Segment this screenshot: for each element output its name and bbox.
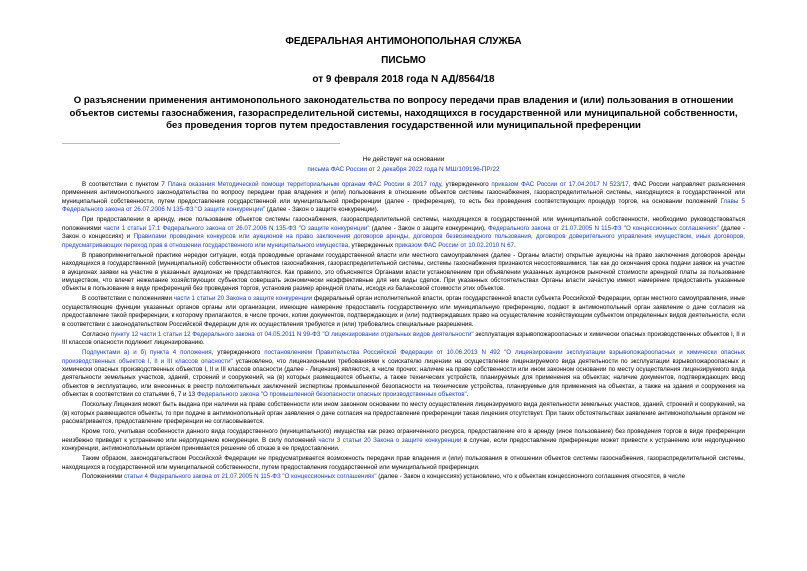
- paragraph-text: В соответствии с пунктом 7: [82, 181, 168, 188]
- document-link[interactable]: Подпунктами а) и б) пункта 4 положения: [82, 349, 212, 357]
- body-paragraph: [62, 428, 745, 453]
- document-link[interactable]: части 1 статьи 17.1 Федерального закона от 26.07.2006 N 135-ФЗ "О защите конкуренции": [103, 224, 370, 232]
- body-paragraph: [62, 473, 745, 481]
- paragraph-text: , утвержденного: [441, 181, 492, 188]
- paragraph-text: (далее - Закон о концессиях) и: [62, 224, 745, 241]
- document-link[interactable]: Плана оказания Методической помощи территориальным органам ФАС России в 2017 году: [167, 181, 442, 188]
- document-type: ПИСЬМО: [381, 55, 426, 66]
- paragraph-text: В соответствии с положениями: [82, 295, 174, 303]
- body-paragraph: [62, 455, 745, 472]
- body-paragraph: [62, 401, 745, 426]
- document-subject: О разъяснении применения антимонопольного законодательства по вопросу передачи прав владения и (или) пользования в отношении объектов системы газоснабжения, газораспределительной системы, находящихся в государственной или муниципальной собственности, без проведения торгов путем предоставления государственной или муниципальной преференции: [69, 95, 738, 132]
- document-body: [62, 181, 745, 483]
- paragraph-text: Поскольку Лицензия может быть выдана при наличии на праве собственности или ином законном основании по месту осуществления лицензируемого вида деятельности земельных участков, зданий, строений и сооружений, на (в) которых размещаются объекты, то при подаче в антимонопольный орган заявления о даче согласия на предоставление преференции такая лицензия отсутствует. При таких обстоятельствах заявление антимонопольным органом не рассматривается, предоставление преференции не согласовывается.: [62, 401, 745, 426]
- document-link[interactable]: части 1 статьи 20 Закона о защите конкуренции: [173, 295, 313, 303]
- status-text: Не действует на основании: [362, 156, 445, 163]
- document-link[interactable]: части 3 статьи 20 Закона о защите конкуренции: [318, 436, 462, 444]
- document-link[interactable]: Правилами проведения конкурсов или аукционов на право заключения договоров аренды, договоров безвозмездного пользования, договоров доверительного управления имуществом, иных договоров, предусматривающих переход прав в отношении государственного или муниципального имущества: [62, 233, 745, 249]
- paragraph-text: установлено, что лицензионными требованиями к соискателю лицензии на осуществление лицензируемого вида деятельности по эксплуатации взрывопожароопасных и химически опасных производственных объектов I, II и III классов опасности (далее - Лицензия) являются, в числе прочих: наличие на праве собственности или ином законном основании по месту осуществления лицензируемого вида деятельности земельных участков, зданий, строений и сооружений, на (в) которых размещаются объекты, а также технических устройств, планируемых для применения на объектах; наличие документов, подтверждающих ввод объектов в эксплуатацию, или внесенных в реестр положительных заключений экспертизы промышленной безопасности на технические устройства, планируемые для применения на объектах, а также на здания и сооружения на объектах в соответствии со статьями 6, 7 и 13: [62, 357, 745, 399]
- paragraph-text: (далее - Закон о защите конкуренции).: [265, 206, 379, 214]
- document-link[interactable]: Главы 5 Федерального закона от 26.07.2006 N 135-ФЗ "О защите конкуренции": [62, 197, 745, 214]
- body-paragraph: [62, 295, 745, 329]
- document-link[interactable]: постановлением Правительства Российской Федерации от 10.06.2013 N 492 "О лицензировании эксплуатации взрывопожароопасных и химически опасных производственных объектов I, II и III классов опасности": [62, 349, 745, 365]
- paragraph-text: (далее - Закон о концессиях) установлено, что к объектам концессионного соглашения относятся, в числе: [376, 473, 686, 481]
- document-link[interactable]: приказом ФАС России от 17.04.2017 N 523/17: [491, 181, 629, 188]
- status-link[interactable]: письма ФАС России от 2 декабря 2022 года N МШ/109196-ПР/22: [307, 166, 500, 173]
- paragraph-text: (далее - Закон о защите конкуренции),: [369, 224, 488, 232]
- body-paragraph: [62, 181, 745, 215]
- paragraph-text: При предоставлении в аренду, иное пользование объектов системы газоснабжения, газораспределительной системы, находящихся в государственной или муниципальной собственности, необходимо руководствоваться положениями: [62, 216, 745, 232]
- body-paragraph: [62, 252, 745, 294]
- paragraph-text: Положениями: [82, 473, 125, 481]
- paragraph-text: В правоприменительной практике нередки ситуации, когда проводимые органами государственной власти или местного самоуправления (далее - Органы власти) открытые аукционы на право заключения договоров аренды находящихся в государственной (муниципальной) собственности объектов газоснабжения, газораспределительной системы, системы газоснабжения признаются несостоявшимися, так как до окончания срока подачи заявок на участие в аукционах заявки на участие в указанных аукционах не представляются. Как правило, это объясняется Органами власти установлением при объявлении указанных аукционов рыночной стоимости арендной платы за пользование имуществом, что влечет нежелание хозяйствующих субъектов совершать экономически неэффективные для них виды сделок. При указанных обстоятельствах Органы власти зачастую имеют намерение предоставить указанные объекты в пользование в виде преференций без проведения торгов, установив размер арендной платы, исходя из балансовой стоимости этих объектов.: [62, 251, 745, 293]
- document-link[interactable]: статьи 4 Федерального закона от 21.07.2005 N 115-ФЗ "О концессионных соглашениях": [124, 473, 377, 481]
- paragraph-text: эксплуатация взрывопожароопасных и химически опасных производственных объектов I, II и III классов опасности подлежит лицензированию.: [62, 330, 745, 347]
- divider: [62, 143, 340, 144]
- paragraph-text: , утвержденного: [211, 349, 265, 357]
- document-link[interactable]: Федерального закона от 21.07.2005 N 115-ФЗ "О концессионных соглашениях": [487, 224, 719, 232]
- paragraph-text: , ФАС России направляет разъяснения применения антимонопольного законодательства по вопросу передачи прав владения и (или) пользования в отношении объектов системы газоснабжения, газораспределительной системы, находящихся в государственной или муниципальной собственности, путем предоставления государственной или муниципальной преференции (далее - преференция), то есть без проведения соответствующих процедур торгов, на основании положений: [62, 181, 745, 205]
- agency-name: ФЕДЕРАЛЬНАЯ АНТИМОНОПОЛЬНАЯ СЛУЖБА: [285, 36, 522, 47]
- body-paragraph: [62, 331, 745, 348]
- document-link[interactable]: пункту 12 части 1 статьи 12 Федерального закона от 04.05.2011 N 99-ФЗ "О лицензировании отдельных видов деятельности": [110, 330, 474, 338]
- paragraph-text: в случае, если предоставление преференции может привести к устранению или недопущению конкуренции, антимонопольным органом принимается решение об отказе в ее предоставлении.: [62, 436, 745, 453]
- paragraph-text: Таким образом, законодательством Российской Федерации не предусматривается возможность передачи прав владения и (или) пользования в отношении объектов системы газоснабжения, газораспределительной системы, находящихся в государственной или муниципальной собственности, путем предоставления государственной или муниципальной преференции.: [62, 455, 745, 471]
- document-status: [0, 155, 807, 175]
- document-link[interactable]: приказом ФАС России от 10.02.2010 N 67: [394, 241, 514, 249]
- paragraph-text: Согласно: [82, 330, 111, 338]
- paragraph-text: .: [513, 241, 516, 249]
- paragraph-text: Кроме того, учитывая особенности данного вида государственного (муниципального) имущества как резко ограниченного ресурса, предоставление его в аренду (иное пользование) без проведения торгов в виде преференции неизбежно приведет к устранению или недопущению конкуренции. В силу положений: [62, 428, 745, 444]
- body-paragraph: [62, 216, 745, 250]
- paragraph-text: , утвержденных: [348, 241, 395, 249]
- body-paragraph: [62, 349, 745, 400]
- document-link[interactable]: Федерального закона "О промышленной безопасности опасных производственных объектов": [196, 391, 467, 399]
- paragraph-text: .: [466, 391, 469, 399]
- document-date-number: от 9 февраля 2018 года N АД/8564/18: [312, 74, 495, 85]
- paragraph-text: федеральный орган исполнительной власти, орган государственной власти субъекта Российской Федерации, орган местного самоуправления, иные осуществляющие функции указанных органов органы или организации, имеющие намерение предоставить государственную или муниципальную преференцию, подают в антимонопольный орган заявление о даче согласия на предоставление такой преференции, к которому прилагаются, в числе прочих, копии документов, подтверждающих и (или) подтверждавших право на осуществление хозяйствующим субъектом определенных видов деятельности, если в соответствии с законодательством Российской Федерации для их осуществления требуются и (или) требовались специальные разрешения.: [62, 295, 745, 328]
